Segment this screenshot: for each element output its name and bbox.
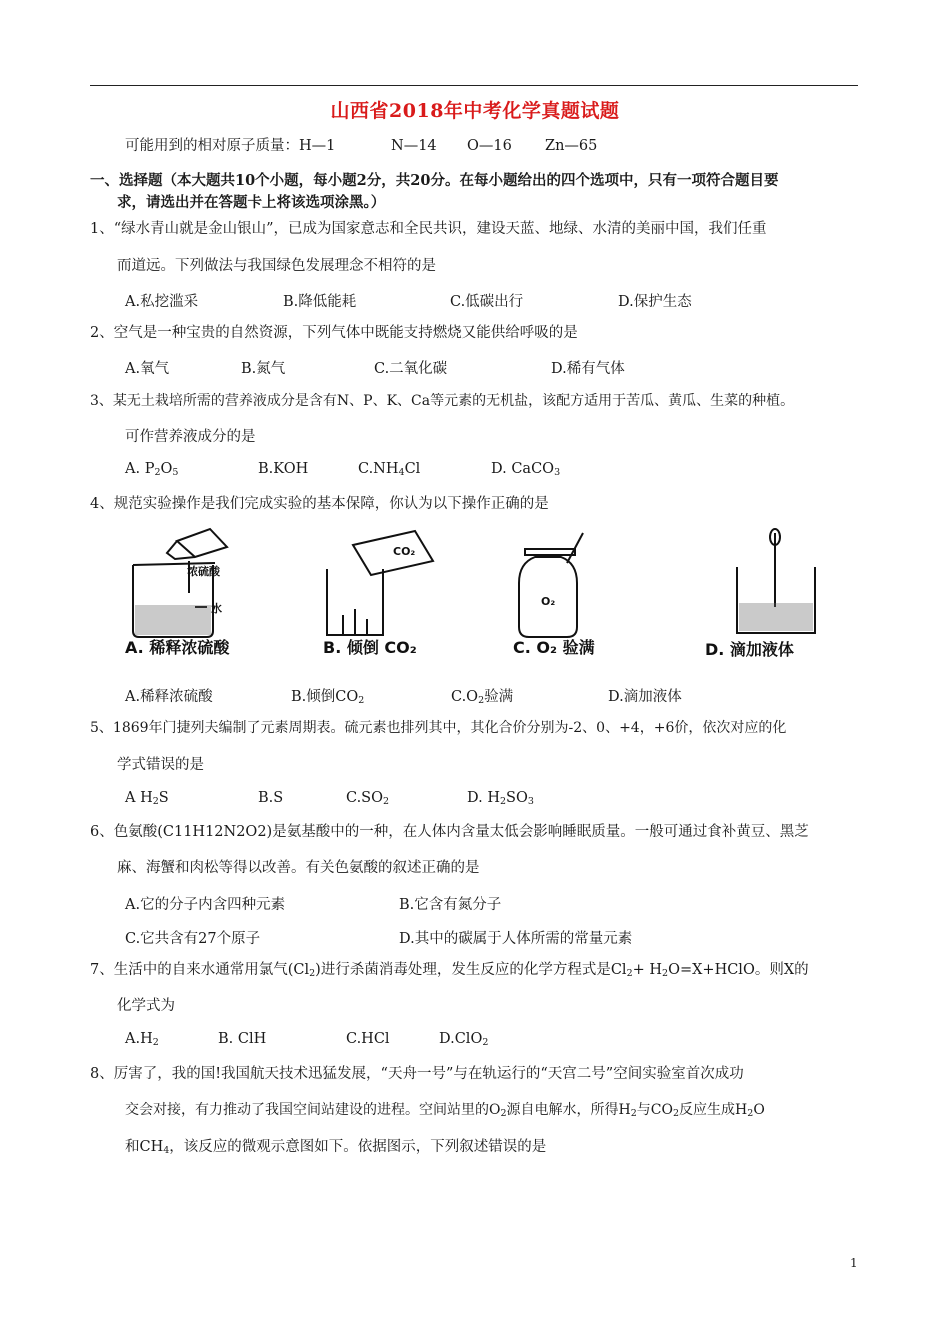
q4-option-b: B.倾倒$CO_2$ [291, 689, 365, 706]
q6-stem-line1: 6、色氨酸(C11H12N2O2)是氨基酸中的一种，在人体内含量太低会影响睡眠质量。一般可通过食补黄豆、黑芝 [90, 824, 809, 840]
q3-stem-line2: 可作营养液成分的是 [125, 429, 256, 445]
q6-option-b: B.它含有氮分子 [399, 897, 502, 913]
q5-option-a: A $H_2S$ [125, 790, 169, 807]
q4-stem: 4、规范实验操作是我们完成实验的基本保障，你认为以下操作正确的是 [90, 496, 549, 512]
label-conc-sulfuric-acid: 浓硫酸 [187, 565, 220, 578]
q4-lab-figure [115, 523, 830, 663]
q3-option-d: D. CaCO$_3$ [491, 461, 561, 478]
acid-bottle [177, 529, 227, 557]
atomic-mass-h: 可能用到的相对原子质量：H—1 [125, 138, 336, 154]
q1-option-d: D.保护生态 [618, 294, 692, 310]
q5-option-c: $C.SO_2$ [346, 790, 390, 807]
q8-stem-line2: 交会对接，有力推动了我国空间站建设的进程。空间站里的$O_2$源自电解水，所得$H_2$与$CO_2$反应生成$H_2O$ [125, 1102, 765, 1119]
q8-stem-line3: 和$CH_4$，该反应的微观示意图如下。依据图示，下列叙述错误的是 [125, 1139, 547, 1156]
q4-option-a: A.稀释浓硫酸 [125, 689, 213, 705]
q1-option-b: B.降低能耗 [283, 294, 357, 310]
q2-option-a: A.氧气 [125, 361, 170, 377]
q6-option-d: D.其中的碳属于人体所需的常量元素 [399, 931, 633, 947]
q7-stem-line1: 7、生活中的自来水通常用氯气$(Cl_2)$进行杀菌消毒处理，发生反应的化学方程式是$Cl_2+$ $H_2O=X+HClO$。则X的 [90, 962, 809, 979]
q6-stem-line2: 麻、海蟹和肉松等得以改善。有关色氨酸的叙述正确的是 [117, 860, 480, 876]
q3-option-a: A. $P_2O_5$ [125, 461, 179, 478]
q3-option-b: B.KOH [258, 461, 309, 477]
label-o2: O₂ [541, 595, 556, 608]
header-rule [90, 85, 858, 86]
q4-option-d: D.滴加液体 [608, 689, 682, 705]
q7-stem-line2: 化学式为 [117, 998, 175, 1014]
q2-option-b: B.氮气 [241, 361, 286, 377]
caption-c: C. O₂ 验满 [513, 638, 595, 657]
q4-option-c: $C.O_2$验满 [451, 689, 514, 706]
q5-stem-line1: 5、1869年门捷列夫编制了元素周期表。硫元素也排列其中，其化合价分别为-2、0、+4，+6价，依次对应的化 [90, 720, 787, 736]
q6-option-c: C.它共含有27个原子 [125, 931, 261, 947]
q7-option-c: C.HCl [346, 1031, 390, 1047]
page-title: 山西省2018年中考化学真题试题 [330, 100, 620, 122]
q3-option-c: $C.NH_4Cl$ [358, 461, 421, 478]
label-co2: CO₂ [393, 545, 416, 558]
q2-stem: 2、空气是一种宝贵的自然资源，下列气体中既能支持燃烧又能供给呼吸的是 [90, 325, 578, 341]
q5-stem-line2: 学式错误的是 [117, 757, 204, 773]
caption-b: B. 倾倒 CO₂ [323, 638, 417, 657]
q6-option-a: A.它的分子内含四种元素 [125, 897, 286, 913]
beaker-a-liquid [135, 605, 211, 635]
q3-stem-line1: 3、某无土栽培所需的营养液成分是含有N、P、K、Ca等元素的无机盐，该配方适用于苦瓜、黄瓜、生菜的种植。 [90, 393, 795, 409]
label-water: 水 [211, 602, 222, 615]
atomic-mass-o: O—16 [467, 138, 512, 154]
q7-option-d: D.ClO$_2$ [439, 1031, 489, 1048]
q5-option-d: D. $H_2SO_3$ [467, 790, 534, 807]
page-number: 1 [850, 1256, 858, 1270]
q2-option-c: C.二氧化碳 [374, 361, 448, 377]
q8-stem-line1: 8、厉害了，我的国!我国航天技术迅猛发展，“天舟一号”与在轨运行的“天宫二号”空间实验室首次成功 [90, 1066, 744, 1082]
q1-stem-line2: 而道远。下列做法与我国绿色发展理念不相符的是 [117, 258, 436, 274]
q7-option-b: B. ClH [218, 1031, 267, 1047]
q7-option-a: $A.H_2$ [125, 1031, 159, 1048]
q1-option-a: A.私挖滥采 [125, 294, 199, 310]
caption-d: D. 滴加液体 [705, 640, 794, 659]
q5-option-b: B.S [258, 790, 284, 806]
section-heading-line1: 一、选择题（本大题共10个小题，每小题2分，共20分。在每小题给出的四个选项中，只有一项符合题目要 [90, 172, 779, 189]
q1-stem-line1: 1、“绿水青山就是金山银山”，已成为国家意志和全民共识，建设天蓝、地绿、水清的美丽中国，我们任重 [90, 221, 767, 237]
caption-a: A. 稀释浓硫酸 [125, 638, 230, 657]
q1-option-c: C.低碳出行 [450, 294, 524, 310]
q2-option-d: D.稀有气体 [551, 361, 625, 377]
atomic-mass-n: N—14 [391, 138, 437, 154]
atomic-mass-zn: Zn—65 [545, 138, 598, 154]
section-heading-line2: 求，请选出并在答题卡上将该选项涂黑。） [117, 194, 386, 211]
beaker-d-liquid [739, 603, 813, 631]
